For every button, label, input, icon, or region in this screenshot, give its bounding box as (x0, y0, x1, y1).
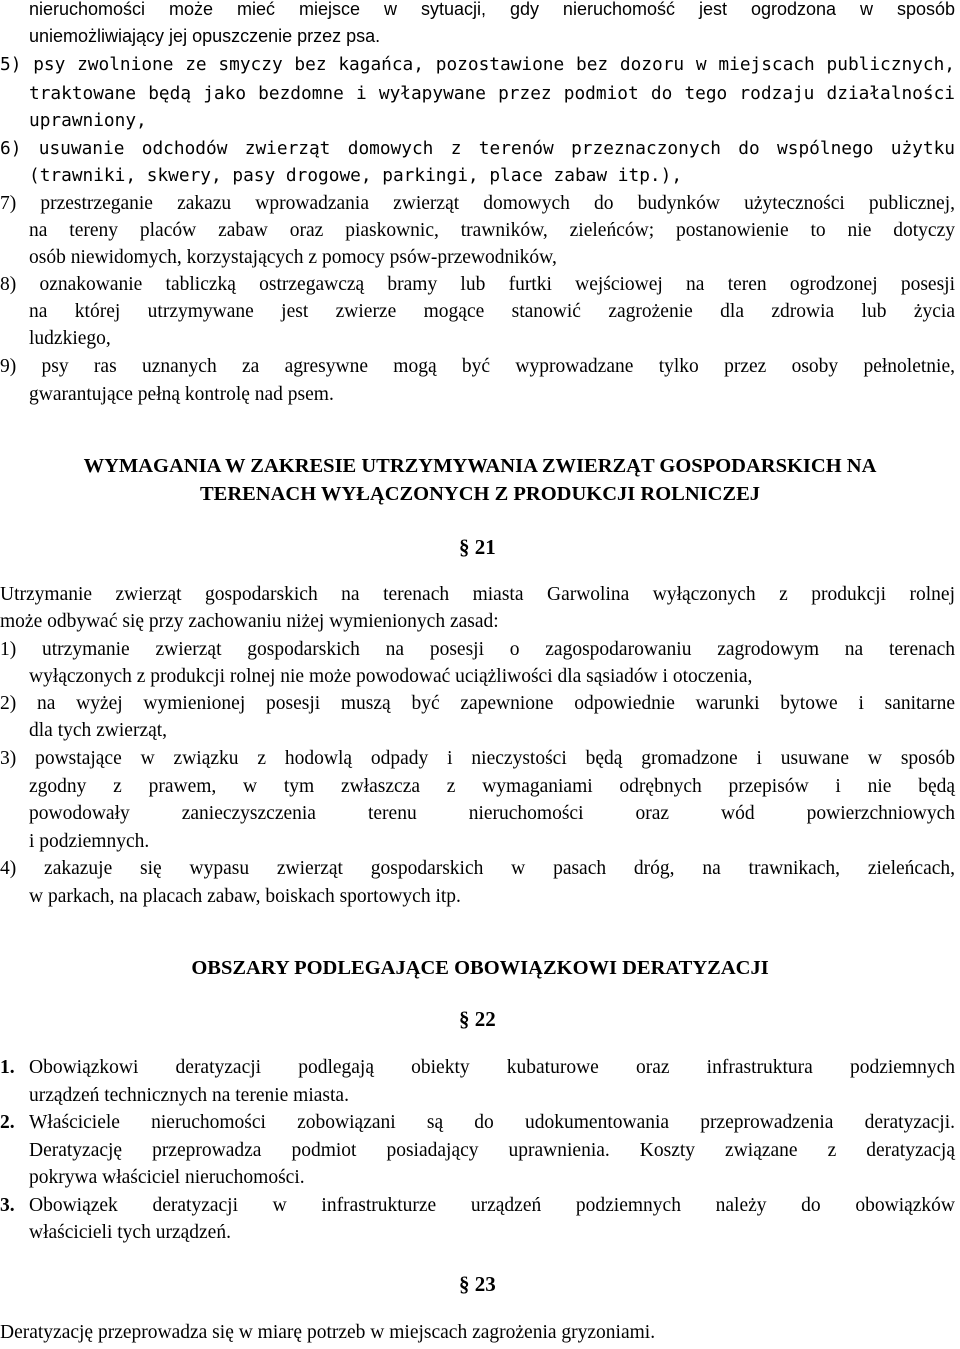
text-line: 3) powstające w związku z hodowlą odpady i nieczystości będą gromadzone i usuwane w sposób (0, 748, 955, 769)
text-line: Deratyzację przeprowadza podmiot posiadający uprawnienia. Koszty związane z deratyzacją (29, 1140, 955, 1161)
text-line: Utrzymanie zwierząt gospodarskich na terenach miasta Garwolina wyłączonych z produkcji rolnej (0, 584, 955, 605)
text-line: 5) psy zwolnione ze smyczy bez kagańca, pozostawione bez dozoru w miejscach publicznych, (0, 54, 955, 75)
text-line: traktowane będą jako bezdomne i wyłapywane przez podmiot do tego rodzaju działalności (29, 83, 955, 104)
text-line: 2) na wyżej wymienionej posesji muszą być zapewnione odpowiednie warunki bytowe i sanitarne (0, 693, 955, 714)
text-line: uniemożliwiający jej opuszczenie przez psa. (29, 26, 381, 46)
section-heading: TERENACH WYŁĄCZONYCH Z PRODUKCJI ROLNICZEJ (199, 483, 761, 505)
text-line: 4) zakazuje się wypasu zwierząt gospodarskich w pasach dróg, na trawnikach, zieleńcach, (0, 858, 955, 879)
text-line: Deratyzację przeprowadza się w miarę potrzeb w miejscach zagrożenia gryzoniami. (0, 1322, 656, 1343)
paragraph-number: § 23 (459, 1272, 496, 1296)
text-line: gwarantujące pełną kontrolę nad psem. (29, 384, 334, 405)
text-line: zgodny z prawem, w tym zwłaszcza z wymaganiami odrębnych przepisów i nie będą (29, 776, 955, 797)
text-line: na tereny placów zabaw oraz piaskownic, trawników, zieleńców; postanowienie to nie dotyczy (29, 220, 955, 241)
text-line: właścicieli tych urządzeń. (29, 1222, 231, 1243)
section-heading: OBSZARY PODLEGAJĄCE OBOWIĄZKOWI DERATYZACJI (191, 957, 769, 979)
text-line: 6) usuwanie odchodów zwierząt domowych z terenów przeznaczonych do wspólnego użytku (0, 138, 955, 159)
text-line: uprawniony, (29, 110, 147, 131)
text-line: Obowiązek deratyzacji w infrastrukturze urządzeń podziemnych należy do obowiązków (29, 1195, 955, 1216)
item-number: 3. (0, 1195, 15, 1216)
text-line: wyłączonych z produkcji rolnej nie może powodować uciążliwości dla sąsiadów i otoczenia, (29, 666, 753, 687)
text-line: pokrywa właściciel nieruchomości. (29, 1167, 305, 1188)
text-line: (trawniki, skwery, pasy drogowe, parkingi, place zabaw itp.), (29, 165, 683, 186)
text-line: nieruchomości może mieć miejsce w sytuacji, gdy nieruchomość jest ogrodzona w sposób (29, 0, 955, 19)
text-line: i podziemnych. (29, 831, 150, 852)
text-line: może odbywać się przy zachowaniu niżej wymienionych zasad: (0, 611, 499, 632)
paragraph-number: § 21 (459, 535, 496, 559)
item-number: 1. (0, 1057, 15, 1078)
section-heading: WYMAGANIA W ZAKRESIE UTRZYMYWANIA ZWIERZĄT GOSPODARSKICH NA (83, 455, 877, 477)
text-line: 9) psy ras uznanych za agresywne mogą być wyprowadzane tylko przez osoby pełnoletnie, (0, 356, 955, 377)
text-line: w parkach, na placach zabaw, boiskach sportowych itp. (29, 886, 461, 907)
text-line: Obowiązkowi deratyzacji podlegają obiekty kubaturowe oraz infrastruktura podziemnych (29, 1057, 955, 1078)
item-number: 2. (0, 1112, 15, 1133)
text-line: 7) przestrzeganie zakazu wprowadzania zwierząt domowych do budynków użyteczności publicznej, (0, 193, 955, 214)
text-line: Właściciele nieruchomości zobowiązani są do udokumentowania przeprowadzenia deratyzacji. (29, 1112, 955, 1133)
text-line: 8) oznakowanie tabliczką ostrzegawczą bramy lub furtki wejściowej na teren ogrodzonej posesji (0, 274, 955, 295)
text-line: ludzkiego, (29, 328, 111, 349)
text-line: 1) utrzymanie zwierząt gospodarskich na posesji o zagospodarowaniu zagrodowym na terenach (0, 639, 955, 660)
text-line: powodowały zanieczyszczenia terenu nieruchomości oraz wód powierzchniowych (29, 803, 955, 824)
text-line: osób niewidomych, korzystających z pomocy psów-przewodników, (29, 247, 557, 268)
paragraph-number: § 22 (459, 1007, 496, 1031)
text-line: urządzeń technicznych na terenie miasta. (29, 1085, 349, 1106)
text-line: dla tych zwierząt, (29, 720, 168, 741)
text-line: na której utrzymywane jest zwierze mogące stanowić zagrożenie dla zdrowia lub życia (29, 301, 955, 322)
